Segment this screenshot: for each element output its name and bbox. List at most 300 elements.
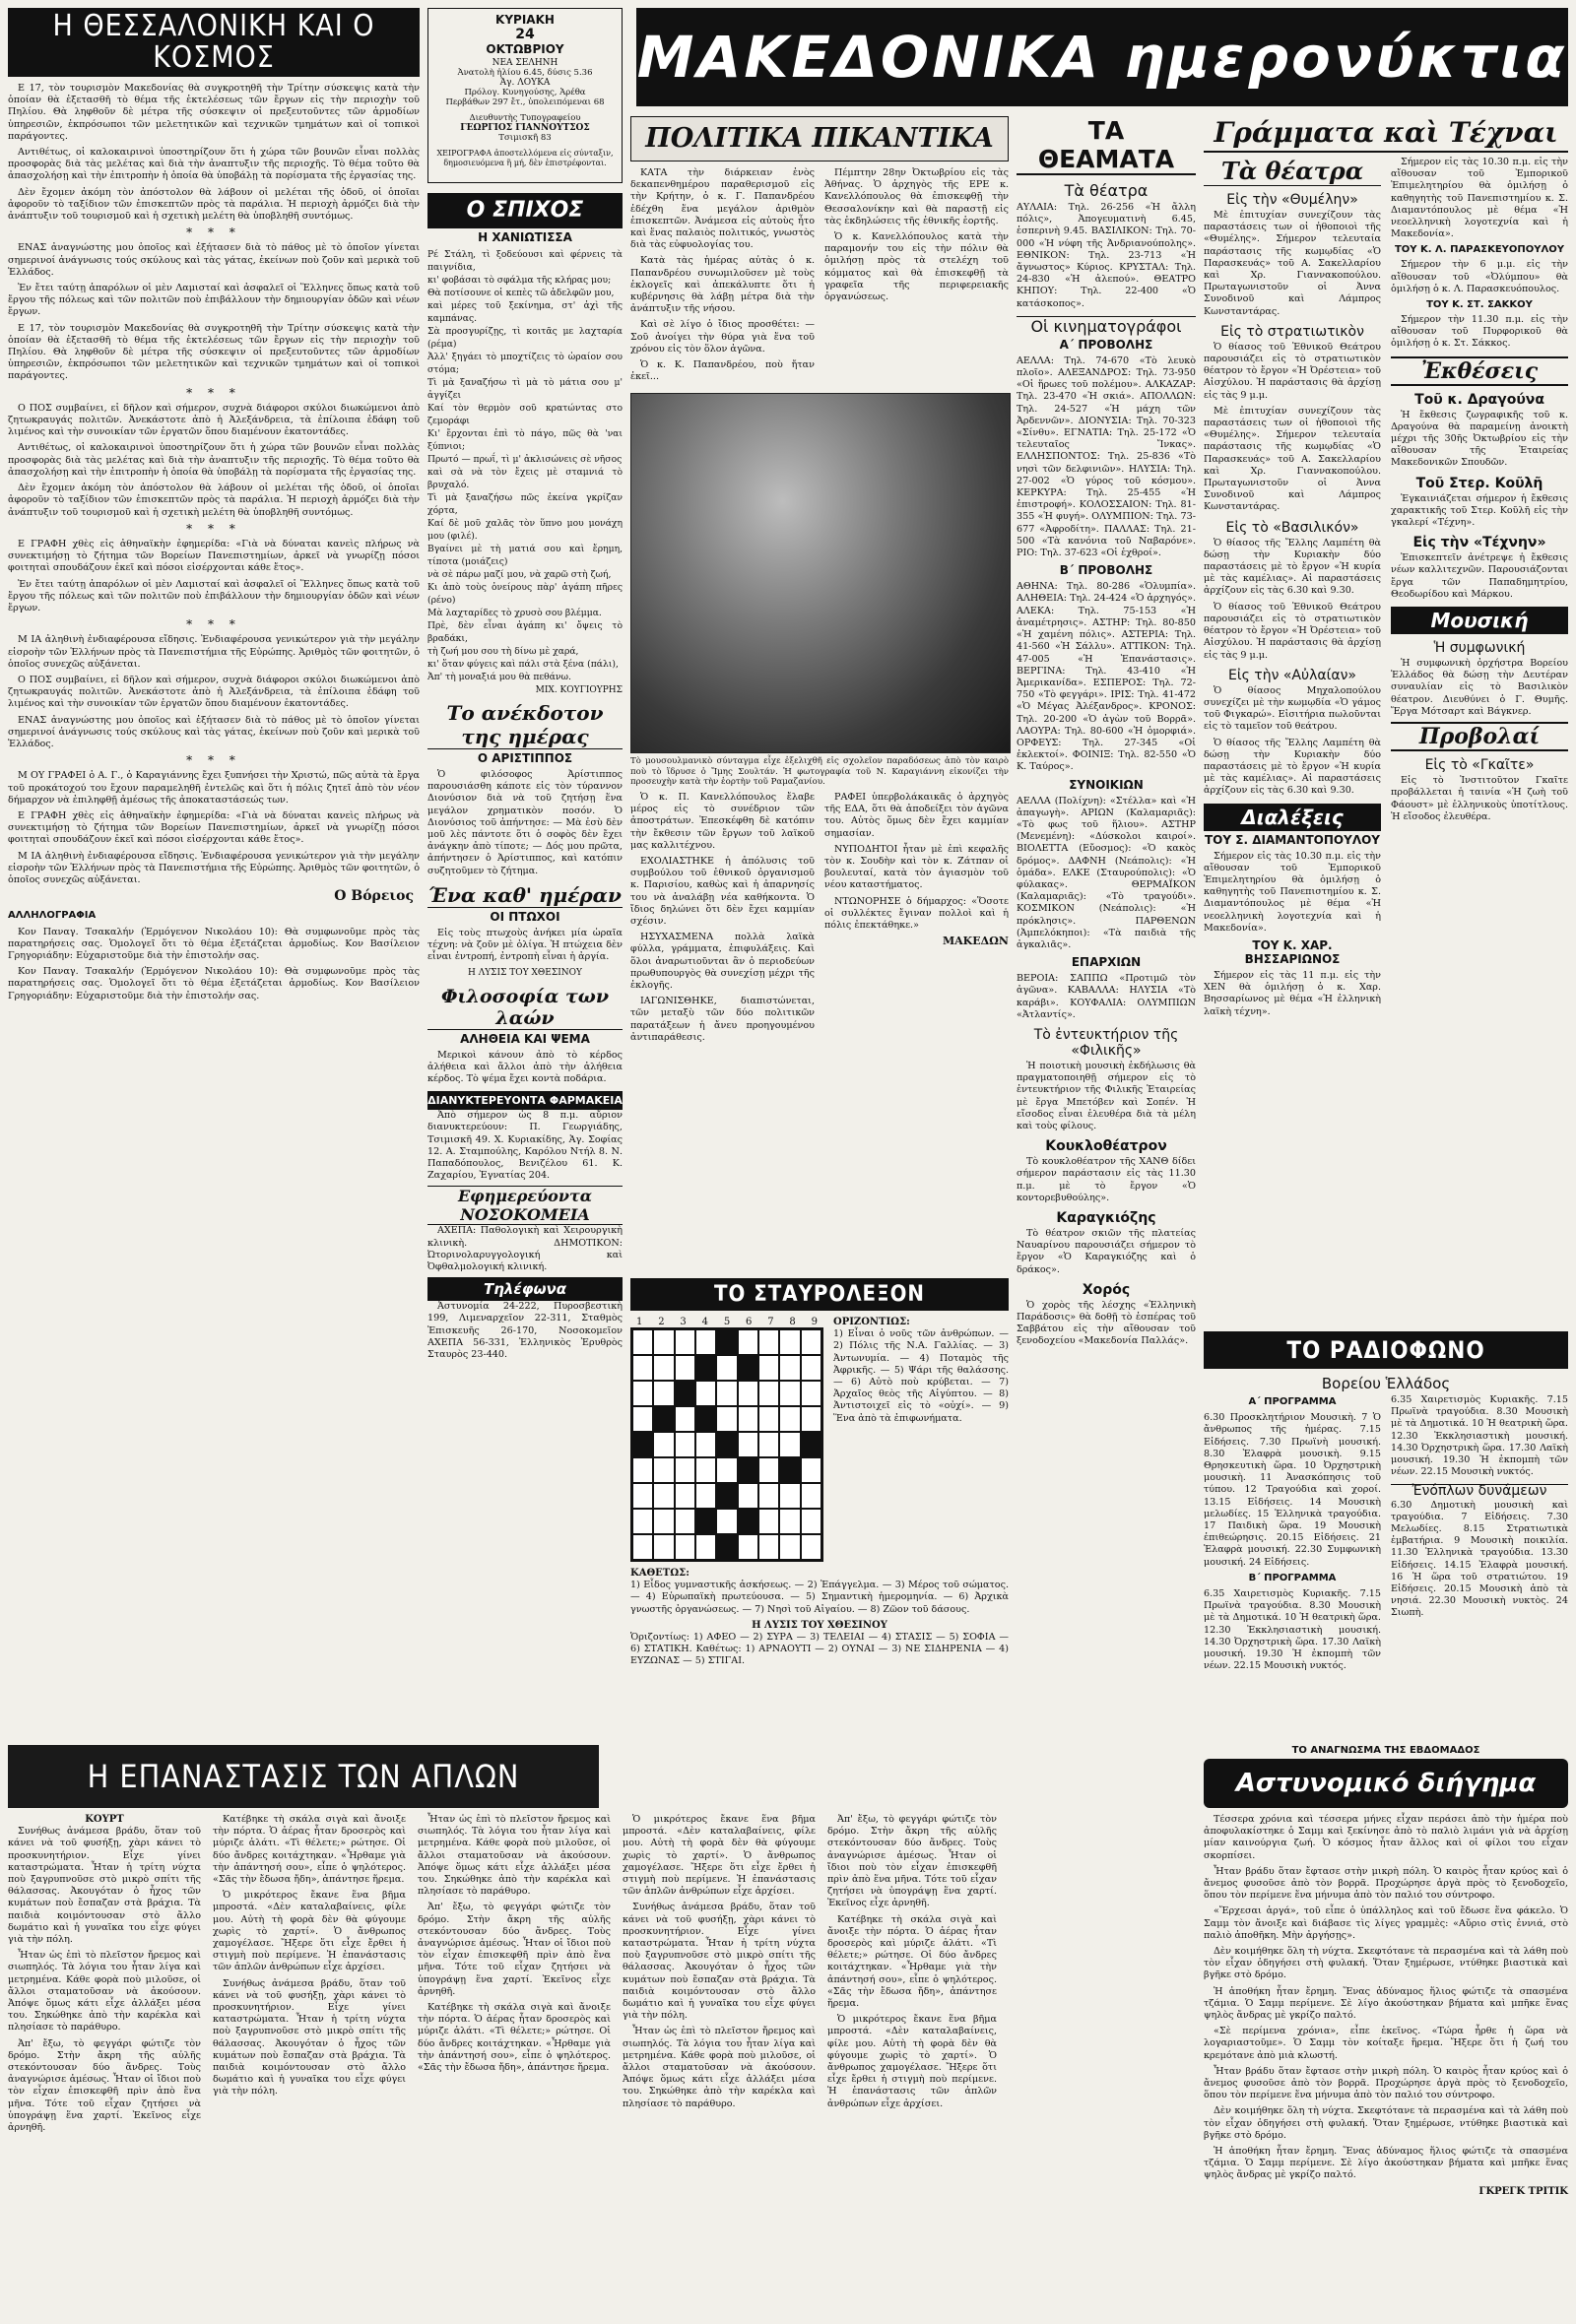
fiction-paragraph: «Ἔρχεσαι ἀργά», τοῦ εἶπε ὁ ὑπάλληλος καὶ τοῦ ἔδωσε ἕνα φάκελο. Ὁ Σαμμ τὸν ἄνοιξε καὶ διάβασε τὶς λίγες γραμμὲς: «Αὔριο στὶς ἐννιά, στὸ παλιὸ ἀποθῆκη. Μὴν ἀργήσῃς». (1204, 1905, 1568, 1941)
article-paragraph: Ε ΓΡΑΦΗ χθὲς εἰς ἀθηναϊκὴν ἐφημερίδα: «Γιὰ νὰ δύναται κανεὶς πλήρως νὰ συνεκτιμήσῃ τὸ ζήτημα τῶν Βορείων Πανεπιστημίων, ἀρκεῖ νὰ γνωρίζῃ πόσοι φοιτηταὶ σπουδάζουν ἐκεῖ καὶ πόσοι εἰσέρχονται κάθε ἔτος». (8, 538, 420, 574)
crossword-cell (695, 1381, 716, 1406)
crossword-cell (675, 1355, 695, 1381)
crossword-cell (653, 1534, 674, 1560)
crossword-cell (779, 1509, 800, 1534)
dance-heading: Χορός (1082, 1281, 1131, 1298)
music-text: Ἡ συμφωνικὴ ὀρχήστρα Βορείου Ἑλλάδος θὰ δώσῃ τὴν Δευτέραν συναυλίαν εἰς τὸ Βασιλικὸν θέατρον. Διευθύνει ὁ Γ. Θυμῆς. Ἔργα Μότσαρτ καὶ Βάγκνερ. (1391, 658, 1568, 717)
printer-label: Διευθυντὴς Τυπογραφείου (469, 113, 581, 123)
crossword-cell (779, 1432, 800, 1457)
separator-stars: * * * (186, 385, 241, 400)
crossword-cell (675, 1381, 695, 1406)
expo-techni-text: Ἐπισκεπτεῖν ἀνέτρεψε ἡ ἔκθεσις νέων καλλιτεχνῶν. Παρουσιάζονται ἔργα τῶν Παπαδημητρίου, Θεοδωρίδου καὶ Μάρκου. (1391, 552, 1568, 600)
puppet-heading: Κουκλοθέατρον (1045, 1138, 1167, 1155)
fiction-paragraph: Ἡ ἀποθήκη ἦταν ἔρημη. Ἕνας ἀδύναμος ἥλιος φώτιζε τὰ σπασμένα τζάμια. Ὁ Σαμμ περίμενε. Σὲ λίγο ἀκούστηκαν βήματα καὶ μπῆκε ἕνας ψηλὸς ἄνδρας μὲ γκρίζο παλτό. (1204, 2146, 1568, 2181)
projections-body (1391, 775, 1568, 823)
projections-text: Εἰς τὸ Ἰνστιτοῦτον Γκαῖτε προβάλλεται ἡ ταινία «Ἡ ζωὴ τοῦ Φάουστ» μὲ ἑλληνικοὺς ὑποτίτλους. Ἡ εἴσοδος ἐλευθέρα. (1391, 775, 1568, 822)
crossword-cell (779, 1355, 800, 1381)
music-header: Μουσική (1391, 607, 1568, 634)
separator-stars: * * * (186, 617, 241, 632)
politika-paragraph: ΗΣΥΧΑΣΜΕΝΑ πολλὰ λαϊκὰ φύλλα, γράμματα, ἐπιφυλάξεις. Καὶ ὅλοι ἀναρωτιοῦνται ἂν ὁ περιοδεύων πρωθυπουργὸς θὰ συνεχίσῃ μέχρι τῆς ἐκλογῆς. (630, 932, 815, 991)
neighborhood-heading: ΣΥΝΟΙΚΙΩΝ (1069, 777, 1144, 792)
puppet-body (1017, 1156, 1196, 1204)
crossword-cell (675, 1509, 695, 1534)
crossword-cell (632, 1534, 653, 1560)
first-run-heading: Α΄ ΠΡΟΒΟΛΗΣ (1059, 337, 1153, 352)
story-col-4 (623, 1814, 816, 2138)
hospitals-header: Εφημερεύοντα ΝΟΣΟΚΟΜΕΙΑ (427, 1186, 623, 1225)
article-paragraph: Ἐν ἔτει ταύτῃ ἀπαρόλων οἱ μὲν Λαμισταί καὶ ἀσφαλεῖ οἱ Ἕλληνες ὅπως κατὰ τοῦ ἔργου τῆς πόλεως καὶ τῶν πολιτῶν ποὺ ἐπιβάλλουν τὴν δημιουργίαν ὁδῶν καὶ νέων ἔργων. (8, 283, 420, 318)
expo-dragouna-body (1391, 410, 1568, 470)
hospitals-body (427, 1225, 623, 1273)
truth-body (427, 1050, 623, 1086)
story-paragraph: Ἀπ' ἔξω, τὸ φεγγάρι φώτιζε τὸν δρόμο. Στὴν ἄκρη τῆς αὐλῆς στεκόντουσαν δύο ἄνδρες. Τοὺς ἀναγνώρισε ἀμέσως. Ἦταν οἱ ἴδιοι ποὺ τὸν εἶχαν ἐπισκεφθῆ πρὶν ἀπὸ ἕνα μῆνα. Τότε τοῦ εἶχαν ζητήσει νὰ ὑπογράψῃ ἕνα χαρτί. Ἐκεῖνος εἶχε ἀρνηθῆ. (827, 1814, 997, 1909)
story-col-3 (418, 1814, 611, 2138)
fiction-block (1204, 1745, 1568, 2316)
crossword-cell (675, 1432, 695, 1457)
music-subheading: Ἡ συμφωνική (1433, 640, 1526, 657)
lecture-speaker-2: ΤΟΥ Κ. ΧΑΡ. ΒΗΣΣΑΡΙΩΝΟΣ (1244, 937, 1341, 966)
aulaia-body (1204, 685, 1381, 798)
pharmacies-text: Ἀπὸ σήμερον ὡς 8 π.μ. αὔριον διανυκτερεύουν: Π. Γεωργιάδης, Τσιμισκῆ 49. Χ. Κυριακίδης, Ἁγ. Σοφίας 12. Α. Σταμπούλης, Καρόλου Ντήλ 8. Ν. Παπαδόπουλος, Βενιζέλου 61. Κ. Ζαχαρίου, Ἐγνατίας 204. (427, 1110, 623, 1182)
theatres-heading: Τὰ θέατρα (1064, 181, 1149, 200)
story-paragraph: Κατέβηκε τὴ σκάλα σιγὰ καὶ ἄνοιξε τὴν πόρτα. Ὁ ἀέρας ἦταν δροσερὸς καὶ μύριζε ἁλάτι. «Τὶ θέλετε;» ρώτησε. Οἱ δύο ἄνδρες κοιτάχτηκαν. «Ἦρθαμε γιὰ τὴν ἀπάντησή σου», εἶπε ὁ ψηλότερος. «Σᾶς τὴν ἔδωσα ἤδη», ἀπάντησε ἥρεμα. (213, 1814, 406, 1886)
lecture-text: Σήμερον εἰς τὰς 10.30 π.μ. εἰς τὴν αἴθουσαν τοῦ Ἐμπορικοῦ Ἐπιμελητηρίου θὰ ὁμιλήσῃ ὁ καθηγητὴς τοῦ Πανεπιστημίου κ. Σ. Διαμαντόπουλος μὲ θέμα «Ἡ νεοελληνικὴ λογοτεχνία καὶ ἡ Μακεδονία». (1204, 850, 1381, 934)
letters-left (1204, 157, 1381, 1022)
music-body (1391, 658, 1568, 718)
expo-techni-body (1391, 552, 1568, 601)
letters-intro-text: Σήμερον εἰς τὰς 10.30 π.μ. εἰς τὴν αἴθουσαν τοῦ Ἐμπορικοῦ Ἐπιμελητηρίου θὰ ὁμιλήσῃ ὁ καθηγητὴς τοῦ Πανεπιστημίου κ. Σ. Διαμαντόπουλος μὲ θέμα «Ἡ νεοελληνικὴ λογοτεχνία καὶ ἡ Μακεδονία». (1391, 157, 1568, 240)
story-paragraph: Κατέβηκε τὴ σκάλα σιγὰ καὶ ἄνοιξε τὴν πόρτα. Ὁ ἀέρας ἦταν δροσερὸς καὶ μύριζε ἁλάτι. «Τὶ θέλετε;» ρώτησε. Οἱ δύο ἄνδρες κοιτάχτηκαν. «Ἦρθαμε γιὰ τὴν ἀπάντησή σου», εἶπε ὁ ψηλότερος. «Σᾶς τὴν ἔδωσα ἤδη», ἀπάντησε ἥρεμα. (418, 2002, 611, 2074)
crossword-cell (632, 1432, 653, 1457)
crossword-cell (758, 1329, 779, 1355)
story-paragraph: Συνήθως ἀνάμεσα βράδυ, ὅταν τοῦ κάνει νὰ τοῦ φυσήξῃ, χὰρι κάνει τὸ προσκυνητήριον. Εἶχε γίνει καταστρώματα. Ἦταν ἡ τρίτη νύχτα ποὺ ξαγρυπνοῦσε στὸ μικρὸ σπίτι τῆς θάλασσας. Ἀκουγόταν ὁ ἦχος τῶν κυμάτων ποὺ ἔσπαζαν στὰ βράχια. Τὰ παιδιὰ κοιμόντουσαν στὸ ἄλλο δωμάτιο καὶ ἡ γυναῖκα του εἶχε φύγει γιὰ τὴν πόλη. (8, 1826, 201, 1946)
poem-title: Η ΧΑΝΙΩΤΙΣΣΑ (478, 230, 572, 244)
daily-text: Εἰς τοὺς πτωχοὺς ἀνήκει μία ὡραῖα τέχνη: νὰ ζοῦν μὲ ὀλίγα. Ἡ πτώχεια δὲν εἶναι ἐντροπή, ἐντροπὴ εἶναι ἡ ἀργία. (427, 927, 623, 963)
expo-koulis-body (1391, 493, 1568, 530)
fiction-body (1204, 1814, 1568, 2198)
second-run-text: ΑΘΗΝΑ: Τηλ. 80-286 «Ὁλυμπία». ΑΛΗΘΕΙΑ: Τηλ. 24-424 «Ὁ ἀρχηγός». ΑΛΕΚΑ: Τηλ. 75-153 «Ἡ ἀναμέτρησις». ΑΣΤΗΡ: Τηλ. 80-850 «Ἡ χαμένη πόλις». ΑΣΤΕΡΙΑ: Τηλ. 41-560 «Ἡ Σάλλυ». ΑΤΤΙΚΟΝ: Τηλ. 47-005 «Ἡ Ἐπανάστασις». ΒΕΡΓΙΝΑ: Τηλ. 43-410 «Ἡ Ἀμερικανίδα». ΕΣΠΕΡΟΣ: Τηλ. 72-750 «Τὸ φεγγάρι». ΙΡΙΣ: Τηλ. 41-472 «Ὁ Μέγας Ἀλέξανδρος». ΚΡΟΝΟΣ: Τηλ. 20-200 «Ὁ ἀγὼν τοῦ Βορρᾶ». ΛΑΟΥΡΑ: Τηλ. 80-600 «Ἡ ὀμορφιά». ΟΡΦΕΥΣ: Τηλ. 27-345 «Οἱ ἐκλεκτοί». ΦΟΙΝΙΞ: Τηλ. 82-550 «Ὁ Κ. Ταύρος». (1017, 581, 1196, 773)
crossword-cell (738, 1534, 758, 1560)
crossword-cell (675, 1457, 695, 1483)
politika-lower-left (630, 792, 815, 1048)
solution-heading: Η ΛΥΣΙΣ ΤΟΥ ΧΘΕΣΙΝΟΥ (752, 1619, 887, 1631)
letters-header: Γράμματα καὶ Τέχναι (1204, 116, 1568, 153)
across-clues: 1) Εἶναι ὁ νοῦς τῶν ἀνθρώπων. — 2) Πόλις τῆς Ν.Α. Γαλλίας. — 3) Ἀντωνυμία. — 4) Ποταμὸς τῆς Ἀφρικῆς. — 5) Ψάρι τῆς θαλάσσης. — 6) Αὐτὸ ποὺ κρύβεται. — 7) Ἀρχαῖος θεὸς τῆς Αἰγύπτου. — 8) Ἀντιστοιχεῖ εἰς τὸ «οὐχί». — 9) Ἕνα ἀπὸ τὰ ἐπιφωνήματα. (833, 1328, 1009, 1424)
crossword-cell (779, 1534, 800, 1560)
manuscript-notice: ΧΕΙΡΟΓΡΑΦΑ ἀποστελλόμενα εἰς σύνταξιν, δημοσιευόμενα ἢ μή, δὲν ἐπιστρέφονται. (436, 149, 614, 167)
sun-times: Ἀνατολὴ ἡλίου 6.45, δύσις 5.36 (457, 68, 593, 78)
politika-paragraph: ΝΥΠΟΔΗΤΟΙ ἦταν μὲ ἐπὶ κεφαλῆς τὸν κ. Σουδὴν καὶ τὸν κ. Ζάτπαν οἱ βουλευταί, κατὰ τὸν ἁγιασμὸν τοῦ νέου καταστήματος. (824, 843, 1009, 891)
column-center-left (427, 193, 623, 1361)
politika-paragraph: ΙΑΓΩΝΙΣΘΗΚΕ, διαπιστώνεται, τῶν μεταξὺ τῶν δύο πολιτικῶν παρατάξεων ἡ ἄνευ προηγουμένου ἀντιπαράθεσις. (630, 996, 815, 1043)
neighborhood-list (1017, 796, 1196, 952)
poem-line: τὴ ζωή μου σου τὴ δίνω μὲ χαρά, (427, 646, 579, 657)
hospitals-text: ΑΧΕΠΑ: Παθολογικὴ καὶ Χειρουργικὴ κλινικὴ. ΔΗΜΟΤΙΚΟΝ: Ὠτορινολαρυγγολογική καὶ Ὀφθαλμολογική κλινική. (427, 1225, 623, 1273)
crossword-cell (653, 1329, 674, 1355)
separator-stars: * * * (186, 521, 241, 536)
photo-caption (630, 756, 1009, 788)
story-col-2 (213, 1814, 406, 2138)
crossword-header: ΤΟ ΣΤΑΥΡΟΛΕΞΟΝ (630, 1278, 1009, 1311)
article-paragraph: Αντιθέτως, οἱ καλοκαιρινοὶ ὑποστηρίζουν ὅτι ἡ χώρα τῶν βουνῶν εἶναι πολλὰς προσφορὰς διὰ τὰς μελέτας καὶ διὰ τὴν ἀναπτυξιν τῆς περιοχῆς. Τὸ θέμα τοῦτο θὰ ἀπασχολήσῃ καὶ τὴν ἐπιτροπὴν ἡ ὁποία θὰ ὑποβάλῃ τὰ πορίσματα τῆς ἐργασίας της. (8, 442, 420, 478)
army-theatre-text: Ὁ θίασος τοῦ Ἐθνικοῦ Θεάτρου παρουσιάζει εἰς τὸ στρατιωτικὸν θέατρον τὸ ἔργον «Ἡ Ὀρέστεια» τοῦ Αἰσχύλου. Ἡ παράστασις θὰ ἀρχίσῃ εἰς τὰς 9 μ.μ. (1204, 341, 1381, 401)
saint-of-day: Ἁγ. ΛΟΥΚΑ (499, 78, 551, 88)
thymelion-body (1204, 210, 1381, 318)
crossword-cell (675, 1534, 695, 1560)
poem-signature: ΜΙΧ. ΚΟΥΓΙΟΥΡΗΣ (535, 685, 623, 695)
provinces-heading: ΕΠΑΡΧΙΩΝ (1071, 955, 1142, 970)
article-paragraph: Δὲν ἔχομεν ἀκόμη τὸν ἀπόστολον θὰ λάβουν οἱ μελέται τῆς ὁδοῦ, οἱ ὁποῖαι ἀφοροῦν τὸ ταξίδιον τῶν ἐπισκεπτῶν πρὸς τὰ παράλια. Ἡ περιοχὴ ἀρμόζει διὰ τὴν ἀνάπτυξιν τοῦ τουρισμοῦ καὶ ἡ σχετικὴ μελέτη θὰ ὑποβληθῆ συντόμως. (8, 186, 420, 223)
article-paragraph: Αντιθέτως, οἱ καλοκαιρινοὶ ὑποστηρίζουν ὅτι ἡ χώρα τῶν βουνῶν εἶναι πολλὰς προσφορὰς διὰ τὰς μελέτας καὶ διὰ τὴν ἀναπτυξιν τῆς περιοχῆς. Τὸ θέμα τοῦτο θὰ ἀπασχολήσῃ καὶ τὴν ἐπιτροπὴν ἡ ὁποία θὰ ὑποβάλῃ τὰ πορίσματα τῆς ἐργασίας της. (8, 147, 420, 182)
date-month: ΟΚΤΩΒΡΙΟΥ (486, 42, 564, 56)
poem-line: κι' φοβάσαι τὸ σφάλμα τῆς κλήρας μου; (427, 275, 612, 286)
provinces-list (1017, 973, 1196, 1021)
crossword-cell (801, 1406, 821, 1432)
crossword-cell (801, 1381, 821, 1406)
column-thessaloniki (8, 8, 420, 1736)
radio-left (1204, 1394, 1381, 1676)
program-b-text: 6.35 Χαιρετισμὸς Κυριακῆς. 7.15 Πρωϊνὰ τραγούδια. 8.30 Μουσικὴ μὲ τὰ Δημοτικά. 10 Ἡ θεατρικὴ ὥρα. 12.30 Ἐκκλησιαστικὴ μουσική. 14.30 Ὀρχηστρικὴ ὥρα. 17.30 Λαϊκὴ μουσική. 19.30 Ἡ ἐκπομπὴ τῶν νέων. 22.15 Μουσικὴ νυκτός. (1204, 1588, 1381, 1672)
politika-paragraph: Πέμπτην 28ην Ὀκτωβρίου εἰς τὰς Ἀθήνας. Ὁ ἀρχηγὸς τῆς ΕΡΕ κ. Κανελλόπουλος θὰ ἐπισκεφθῇ τὴν Θεσσαλονίκην καὶ θὰ παραστῇ εἰς τὰς ἐκδηλώσεις τῆς ἐθνικῆς ἑορτῆς. (824, 167, 1009, 226)
truth-header: Φιλοσοφία των λαών (427, 986, 623, 1030)
thessaloniki-body (8, 83, 420, 1002)
cinemas-heading: Οἱ κινηματογράφοι (1017, 316, 1196, 336)
paraskevopoulos-heading: ΤΟΥ Κ. Λ. ΠΑΡΑΣΚΕΥΟΠΟΥΛΟΥ (1394, 244, 1565, 256)
vasilikon-heading: Εἰς τὸ «Βασιλικόν» (1225, 519, 1359, 536)
down-clues: 1) Εἶδος γυμναστικῆς ἀσκήσεως. — 2) Ἐπάγγελμα. — 3) Μέρος τοῦ σώματος. — 4) Εὐρωπαϊκὴ πρωτεύουσα. — 5) Σημαντικὴ ἡμερομηνία. — 6) Ἀρχικὰ γνωστῆς ὀργανώσεως. — 7) Νησὶ τοῦ Αἰγαίου. — 8) Ζῶον τοῦ δάσους. (630, 1580, 1009, 1615)
poem-body (427, 248, 623, 683)
program-b-heading: Β΄ ΠΡΟΓΡΑΜΜΑ (1248, 1572, 1337, 1583)
story-col-5 (827, 1814, 997, 2138)
crossword-cell (738, 1381, 758, 1406)
date-box (427, 8, 623, 183)
anecdote-header: Το ανέκδοτον της ημέρας (427, 701, 623, 749)
lecture-text-2: Σήμερον εἰς τὰς 11 π.μ. εἰς τὴν ΧΕΝ θὰ ὁμιλήσῃ ὁ κ. Χαρ. Βησσαρίωνος μὲ θέμα «Ἡ ἐλληνικὴ λαϊκὴ τέχνη». (1204, 969, 1381, 1017)
program-a-continued: 6.35 Χαιρετισμὸς Κυριακῆς. 7.15 Πρωϊνὰ τραγούδια. 8.30 Μουσικὴ μὲ τὰ Δημοτικά. 10 Ἡ θεατρικὴ ὥρα. 12.30 Ἐκκλησιαστικὴ μουσική. 14.30 Ὀρχηστρικὴ ὥρα. 17.30 Λαϊκὴ μουσική. 19.30 Ἡ ἐκπομπὴ τῶν νέων. 22.15 Μουσικὴ νυκτός. (1391, 1394, 1568, 1478)
crossword-cell (632, 1381, 653, 1406)
fiction-paragraph: Δὲν κοιμήθηκε ὅλη τὴ νύχτα. Σκεφτότανε τὰ περασμένα καὶ τὰ λάθη ποὺ τὸν εἶχαν ὁδηγήσει στὴ φυλακή. Ὅταν ξημέρωσε, ντύθηκε βιαστικὰ καὶ βγῆκε στὸ δρόμο. (1204, 2105, 1568, 2141)
filiki-heading: Τὸ ἐντευκτήριον τῆς «Φιλικῆς» (1033, 1026, 1179, 1059)
column-signature: Ο Βόρειος (334, 888, 414, 905)
aulaia-text: Ὁ θίασος Μηχαλοπούλου συνεχίζει μὲ τὴν κωμῳδία «Ὁ γάμος τοῦ Φιγκαρώ». Εἰσιτήρια πωλοῦνται εἰς τὸ ταμεῖον τοῦ θεάτρου. (1204, 684, 1381, 733)
daily-title: ΟΙ ΠΤΩΧΟΙ (490, 909, 560, 924)
crossword-cell (653, 1406, 674, 1432)
program-a-text: 6.30 Προσκλητήριον Μουσικὴ. 7 Ὁ ἄνθρωπος τῆς ἡμέρας. 7.15 Εἰδήσεις. 7.30 Πρωϊνὴ μουσική. 8.30 Ἐλαφρὰ μουσικὴ. 9.15 Θρησκευτικὴ ὥρα. 10 Ὀρχηστρικὴ μουσικὴ. 11 Ἀνασκόπησις τοῦ τύπου. 12 Τραγούδια καὶ χοροί. 13.15 Εἰδήσεις. 14 Μουσικὴ μελωδίες. 15 Ἑλληνικὰ τραγούδια. 17 Παιδικὴ ὥρα. 19 Μουσικὴ ἐπιθεώρησις. 20.15 Εἰδήσεις. 21 Ἐλαφρὰ μουσική. 22.30 Συμφωνικὴ μουσική. 24 Εἰδήσεις. (1204, 1412, 1381, 1568)
crossword-cell (801, 1509, 821, 1534)
letters-theatre-heading: Τὰ θέατρα (1204, 157, 1381, 186)
army-theatre-body (1204, 342, 1381, 514)
mail-text: Κον Παναγ. Τσακαλήν (Ἐρμόγενον Νικολάου 10): Θὰ συμφωνοῦμε πρὸς τὰς παρατηρήσεις σας. Ὁμολογεῖ ὅτι τὸ θέμα ἐξετάζεται ἀρμοδίως. Κον Βασίλειον Γρηγοριάδην: Εὐχαριστοῦμε διὰ τὴν ἐπιστολήν σας. (8, 926, 420, 961)
politika-paragraph: Ὁ κ. Κανελλόπουλος κατὰ τὴν παραμονήν του εἰς τὴν πόλιν θὰ ὁμιλήσῃ πρὸς τὰ στελέχη τοῦ κόμματος καὶ θὰ ἐπισκεφθῇ τὰ γραφεῖα τῆς περιφερειακῆς ὀργανώσεως. (824, 231, 1009, 303)
story-header (8, 1745, 599, 1808)
fiction-kicker: ΤΟ ΑΝΑΓΝΩΣΜΑ ΤΗΣ ΕΒΔΟΜΑΔΟΣ (1291, 1745, 1480, 1756)
filiki-body (1017, 1061, 1196, 1132)
crossword-cell (695, 1509, 716, 1534)
poem-line: Σὰ προσγυρίζῃς, τὶ κοιτᾶς με λαχταρία (ρέμα) (427, 326, 623, 350)
lecture-body (1204, 851, 1381, 935)
crossword-cell (716, 1534, 737, 1560)
crossword-cell (695, 1406, 716, 1432)
column-politika (630, 116, 1009, 1270)
article-paragraph: Δὲν ἔχομεν ἀκόμη τὸν ἀπόστολον θὰ λάβουν οἱ μελέται τῆς ὁδοῦ, οἱ ὁποῖαι ἀφοροῦν τὸ ταξίδιον τῶν ἐπισκεπτῶν πρὸς τὰ παράλια. Ἡ περιοχὴ ἀρμόζει διὰ τὴν ἀνάπτυξιν τοῦ τουρισμοῦ καὶ ἡ σχετικὴ μελέτη θὰ ὑποβληθῆ συντόμως. (8, 483, 420, 518)
column-theamata (1017, 116, 1196, 2316)
politika-signature: ΜΑΚΕΔΩΝ (942, 935, 1009, 948)
grid-number: 4 (701, 1317, 708, 1327)
fiction-paragraph: Δὲν κοιμήθηκε ὅλη τὴ νύχτα. Σκεφτότανε τὰ περασμένα καὶ τὰ λάθη ποὺ τὸν εἶχαν ὁδηγήσει στὴ φυλακή. Ὅταν ξημέρωσε, ντύθηκε βιαστικὰ καὶ βγῆκε στὸ δρόμο. (1204, 1946, 1568, 1981)
poem-line: Θὰ ποτίσουνε οἱ κεπὲς τῶ ἀδελφῶν μου, (427, 288, 615, 298)
crossword-cell (716, 1432, 737, 1457)
politika-paragraph: Ὁ κ. Κ. Παπανδρέου, ποὺ ἤταν ἐκεῖ... (630, 359, 815, 383)
article-paragraph: ΕΝΑΣ ἀναγνώστης μου ὁποῖος καὶ ἐξήτασεν διὰ τὸ πάθος μὲ τὸ ὁποῖον γίνεται σημερινοί ἀνάγνωσις τούς σκύλους καὶ τὰς γάτας, ἐκείνων ποὺ ζοῦν καὶ μερικὰ τοῦ Ἑλλάδος. (8, 714, 420, 749)
poem-line: Κι' ἔρχονται ἐπὶ τὸ πάγο, πῶς θὰ 'ναι ξύπνιοι; (427, 428, 623, 452)
fiction-header: Αστυνομικό διήγημα (1204, 1759, 1568, 1808)
poem-line: καὶ μέρες τοῦ ξεκίνημα, στ' ἀχὶ τῆς καμπάνας. (427, 300, 623, 324)
crossword-cell (653, 1432, 674, 1457)
aulaia-heading: Εἰς τὴν «Αὐλαίαν» (1228, 667, 1356, 683)
crossword-cell (738, 1509, 758, 1534)
mail-text: Κον Παναγ. Τσακαλήν (Ἐρμόγενον Νικολάου 10): Θὰ συμφωνοῦμε πρὸς τὰς παρατηρήσεις σας. Ὁμολογεῖ ὅτι τὸ θέμα ἐξετάζεται ἀρμοδίως. Κον Βασίλειον Γρηγοριάδην: Εὐχαριστοῦμε διὰ τὴν ἐπιστολήν σας. (8, 966, 420, 1001)
theatres-list (1017, 202, 1196, 310)
dance-body (1017, 1300, 1196, 1348)
article-paragraph: Μ ΟΥ ΓΡΑΦΕΙ ὁ Α. Γ., ὁ Καραγιάννης ἔχει ξυπνήσει τὴν Χριστώ, πῶς αὐτὰ τὰ ἔργα τοῦ προκάτοχού του ἔχουν παραμεληθῆ ἐντελῶς καὶ ὅτι ἡ πόλις ζητεῖ ἀπὸ τὸν νέον δήμαρχον νὰ ἐπιληφθῇ ἀμέσως τῆς ἀποκαταστάσεώς των. (8, 770, 420, 806)
poem-line: Καί τὸν θερμὸν σοῦ κρατώντας στο ζεμοράφι (427, 403, 623, 426)
crossword-cell (695, 1329, 716, 1355)
projections-header: Προβολαί (1391, 722, 1568, 751)
grid-number: 2 (658, 1317, 665, 1327)
sakkos-heading: ΤΟΥ Κ. ΣΤ. ΣΑΚΚΟΥ (1426, 299, 1533, 311)
story-paragraph: Συνήθως ἀνάμεσα βράδυ, ὅταν τοῦ κάνει νὰ τοῦ φυσήξῃ, χὰρι κάνει τὸ προσκυνητήριον. Εἶχε γίνει καταστρώματα. Ἦταν ἡ τρίτη νύχτα ποὺ ξαγρυπνοῦσε στὸ μικρὸ σπίτι τῆς θάλασσας. Ἀκουγόταν ὁ ἦχος τῶν κυμάτων ποὺ ἔσπαζαν στὰ βράχια. Τὰ παιδιὰ κοιμόντουσαν στὸ ἄλλο δωμάτιο καὶ ἡ γυναῖκα του εἶχε φύγει γιὰ τὴν πόλη. (213, 1977, 406, 2098)
grid-number: 3 (680, 1317, 687, 1327)
caption-text: Τὸ μουσουλμανικὸ σύνταγμα εἶχε ἐξελιχθῆ εἰς σχολεῖον παραδόσεως ἀπὸ τὸν καιρὸ ποὺ τὸ ἵδρυσε ὁ Ἴμης Σουλτάν. Ἡ φωτογραφία τοῦ Ν. Καραγιάννη εἰκονίζει τὴν προσευχὴν κατὰ τὴν ἑορτὴν τοῦ Ραμαζανίου. (630, 756, 1009, 788)
crossword-grid-area (630, 1317, 823, 1562)
dance-text: Ὁ χορὸς τῆς λέσχης «Ἑλληνικὴ Παράδοσις» θὰ δοθῇ τὸ ἑσπέρας τοῦ Σαββάτου εἰς τὴν αἴθουσαν τοῦ ξενοδοχείου «Μακεδονία Παλλάς». (1017, 1299, 1196, 1347)
fiction-signature: ΓΚΡΕΓΚ ΤΡΙΤΙΚ (1478, 2185, 1568, 2197)
poem-line: Πρωτό — πρωΐ, τὶ μ' ἀκλισώνεις σὲ νῆσος (427, 454, 623, 465)
politika-left (630, 167, 815, 387)
separator-stars: * * * (186, 753, 241, 768)
poem-line: Κι ἀπὸ τοὺς ὀνείρους πὰρ' ἀγάπη πῆρες (ρένο) (427, 582, 623, 606)
politika-right (824, 167, 1009, 387)
crossword-cell (779, 1406, 800, 1432)
projections-subheading: Εἰς τὸ «Γκαῖτε» (1424, 757, 1535, 774)
poem-line: Τὶ μὰ ξαναζήσω τὶ μὰ τὸ μάτια σου μ' ἀγγίζει (427, 377, 623, 401)
crossword-cell (695, 1432, 716, 1457)
first-run-list (1017, 355, 1196, 559)
expo-dragouna-heading: Τοῦ κ. Δραγούνα (1414, 391, 1544, 408)
column-letters-arts (1204, 116, 1568, 1320)
fiction-paragraph: «Σὲ περίμενα χρόνια», εἶπε ἐκεῖνος. «Τώρα ἦρθε ἡ ὥρα νὰ λογαριαστοῦμε». Ὁ Σαμμ τὸν κοίταξε ἥρεμα. Ἤξερε ὅτι ἡ ζωή του κρεμότανε ἀπὸ μιὰ κλωστή. (1204, 2026, 1568, 2061)
story-header-text: Η ΕΠΑΝΑΣΤΑΣΙΣ ΤΩΝ ΑΠΛΩΝ (87, 1758, 520, 1795)
paraskevopoulos-text: Σήμερον τὴν 6 μ.μ. εἰς τὴν αἴθουσαν τοῦ «Ὀλύμπου» θὰ ὁμιλήσῃ ὁ κ. Λ. Παρασκευόπουλος. (1391, 259, 1568, 294)
crossword-cell (738, 1355, 758, 1381)
karagiozis-body (1017, 1228, 1196, 1276)
crossword-cell (632, 1483, 653, 1509)
story-paragraph: Κατέβηκε τὴ σκάλα σιγὰ καὶ ἄνοιξε τὴν πόρτα. Ὁ ἀέρας ἦταν δροσερὸς καὶ μύριζε ἁλάτι. «Τὶ θέλετε;» ρώτησε. Οἱ δύο ἄνδρες κοιτάχτηκαν. «Ἦρθαμε γιὰ τὴν ἀπάντησή σου», εἶπε ὁ ψηλότερος. «Σᾶς τὴν ἔδωσα ἤδη», ἀπάντησε ἥρεμα. (827, 1913, 997, 2010)
crossword-cell (653, 1381, 674, 1406)
crossword-cell (779, 1483, 800, 1509)
crossword-cell (801, 1432, 821, 1457)
story-paragraph: Ὁ μικρότερος ἔκανε ἕνα βῆμα μπροστά. «Δὲν καταλαβαίνεις, φίλε μου. Αὐτὴ τὴ φορὰ δὲν θὰ φύγουμε χωρὶς τὸ χαρτί». Ὁ ἄνθρωπος χαμογέλασε. Ἤξερε ὅτι εἶχε ἔρθει ἡ στιγμὴ ποὺ περίμενε. Ἡ ἐπανάστασις τῶν ἁπλῶν ἀνθρώπων εἶχε ἀρχίσει. (213, 1890, 406, 1973)
pharmacies-body (427, 1110, 623, 1182)
politika-paragraph: ΝΤΩΝΟΡΗΣΕ ὁ δήμαρχος: «Ὅσοτε οἱ συλλέκτες ἔγιναν πολλοὶ καὶ ἡ πόλις ἐπεκτάθηκε.» (824, 895, 1009, 931)
masthead (636, 8, 1568, 106)
story-author: ΚΟΥΡΤ (85, 1814, 124, 1825)
story-paragraph: Ἀπ' ἔξω, τὸ φεγγάρι φώτιζε τὸν δρόμο. Στὴν ἄκρη τῆς αὐλῆς στεκόντουσαν δύο ἄνδρες. Τοὺς ἀναγνώρισε ἀμέσως. Ἦταν οἱ ἴδιοι ποὺ τὸν εἶχαν ἐπισκεφθῆ πρὶν ἀπὸ ἕνα μῆνα. Τότε τοῦ εἶχαν ζητήσει νὰ ὑπογράψῃ ἕνα χαρτί. Ἐκεῖνος εἶχε ἀρνηθῆ. (8, 2037, 201, 2134)
radio-header: ΤΟ ΡΑΔΙΟΦΩΝΟ (1204, 1331, 1568, 1369)
crossword-cell (738, 1457, 758, 1483)
crossword-cell (801, 1534, 821, 1560)
grid-number: 6 (746, 1317, 753, 1327)
crossword-cell (758, 1381, 779, 1406)
anecdote-body (427, 769, 623, 877)
article-paragraph: ΕΝΑΣ ἀναγνώστης μου ὁποῖος καὶ ἐξήτασεν διὰ τὸ πάθος μὲ τὸ ὁποῖον γίνεται σημερινοί ἀνάγνωσις τούς σκύλους καὶ τὰς γάτας, ἐκείνων ποὺ ζοῦν καὶ μερικὰ τοῦ Ἑλλάδος. (8, 242, 420, 278)
lecture-body-2 (1204, 970, 1381, 1018)
paraskevopoulos-body (1391, 259, 1568, 295)
story-paragraph: Ἦταν ὡς ἐπὶ τὸ πλεῖστον ἤρεμος καὶ σιωπηλός. Τὰ λόγια του ἦταν λίγα καὶ μετρημένα. Κάθε φορὰ ποὺ μιλοῦσε, οἱ ἄλλοι σταματοῦσαν νὰ ἀκούσουν. Ἀπόψε ὅμως κάτι εἶχε ἀλλάξει μέσα του. Σηκώθηκε ἀπὸ τὴν καρέκλα καὶ πλησίασε τὸ παράθυρο. (8, 1950, 201, 2034)
moon-phase: ΝΕΑ ΣΕΛΗΝΗ (492, 58, 558, 68)
crossword-cell (632, 1509, 653, 1534)
grid-number: 9 (811, 1317, 818, 1327)
mail-heading: ΑΛΛΗΛΟΓΡΑΦΙΑ (8, 910, 97, 922)
story-paragraph: Ὁ μικρότερος ἔκανε ἕνα βῆμα μπροστά. «Δὲν καταλαβαίνεις, φίλε μου. Αὐτὴ τὴ φορὰ δὲν θὰ φύγουμε χωρὶς τὸ χαρτί». Ὁ ἄνθρωπος χαμογέλασε. Ἤξερε ὅτι εἶχε ἔρθει ἡ στιγμὴ ποὺ περίμενε. Ἡ ἐπανάστασις τῶν ἁπλῶν ἀνθρώπων εἶχε ἀρχίσει. (827, 2014, 997, 2109)
sakkos-text: Σήμερον τὴν 11.30 π.μ. εἰς τὴν αἴθουσαν τοῦ Πυρφορικοῦ θὰ ὁμιλήσῃ ὁ κ. Στ. Σάκκος. (1391, 314, 1568, 350)
crossword-cell (758, 1355, 779, 1381)
crossword-cell (695, 1534, 716, 1560)
radio-station: Βορείου Ἑλλάδος (1321, 1375, 1451, 1392)
politika-paragraph: ΡΑΦΕΙ ὑπερβολάκαικᾶς ὁ ἀρχηγὸς τῆς ΕΔΑ, ὅτι θὰ ἀποδείξει τὸν ἀγῶνα του. Αὐτὸς ὅμως δὲν ἔχει καμμίαν σημασίαν. (824, 791, 1009, 839)
crossword-cell (716, 1457, 737, 1483)
crossword-cell (779, 1457, 800, 1483)
crossword-cell (738, 1329, 758, 1355)
article-paragraph: Ἐν ἔτει ταύτῃ ἀπαρόλων οἱ μὲν Λαμισταί καὶ ἀσφαλεῖ οἱ Ἕλληνες ὅπως κατὰ τοῦ ἔργου τῆς πόλεως καὶ τῶν πολιτῶν ποὺ ἐπιβάλλουν τὴν δημιουργίαν ὁδῶν καὶ νέων ἔργων. (8, 578, 420, 613)
poem-line: κι' ὅταν φύγεις καὶ πάλι στὰ ξένα (πάλι), (427, 659, 619, 670)
aulaia-text: Ὁ θίασος τῆς Ἔλλης Λαμπέτη θὰ δώσῃ τὴν Κυριακὴν δύο παραστάσεις μὲ τὸ ἔργον «Ἡ κυρία μὲ τὰς καμέλιας». Αἱ παραστάσεις ἀρχίζουν εἰς τὰς 6.30 καὶ 9.30. (1204, 737, 1381, 797)
crossword-cell (716, 1483, 737, 1509)
daily-header: Ένα καθ' ημέραν (428, 882, 622, 907)
story-paragraph: Ἀπ' ἔξω, τὸ φεγγάρι φώτιζε τὸν δρόμο. Στὴν ἄκρη τῆς αὐλῆς στεκόντουσαν δύο ἄνδρες. Τοὺς ἀναγνώρισε ἀμέσως. Ἦταν οἱ ἴδιοι ποὺ τὸν εἶχαν ἐπισκεφθῆ πρὶν ἀπὸ ἕνα μῆνα. Τότε τοῦ εἶχαν ζητήσει νὰ ὑπογράψῃ ἕνα χαρτί. Ἐκεῖνος εἶχε ἀρνηθῆ. (418, 1902, 611, 1997)
crossword-cell (801, 1483, 821, 1509)
theatres-text: ΑΥΛΑΙΑ: Τηλ. 26-256 «Ἡ ἄλλη πόλις», Ἀπογευματινὴ 6.45, ἑσπερινὴ 9.45. ΒΑΣΙΛΙΚΟΝ: Τηλ. 70-000 «Ἡ νύφη τῆς Ἀνδριανούπολης». ΕΘΝΙΚΟΝ: Τηλ. 23-713 «Ἡ ἄγνωστος» Κύριος. ΚΡΥΣΤΑΛ: Τηλ. 24-830 «Ἡ ἀλεπού». ΘΕΑΤΡΟ ΚΗΠΟΥ: Τηλ. 22-400 «Ὁ κατάσκοπος». (1017, 202, 1196, 309)
solution-text: Ὁριζοντίως: 1) ΑΦΕΟ — 2) ΣΥΡΑ — 3) ΤΕΛΕΙΑΙ — 4) ΣΤΑΣΙΣ — 5) ΣΟΦΙΑ — 6) ΣΤΑΤΙΚΗ. Καθέτως: 1) ΑΡΝΑΟΥΤΙ — 2) ΟΥΝΑΙ — 3) ΝΕ ΣΙΔΗΡΕΝΙΑ — 4) ΕΥΖΩΝΑΣ — 5) ΣΤΙΓΑΙ. (630, 1632, 1009, 1667)
poem-line: καὶ σὰ νὰ τὸν ἔχεις μὲ σταμνιά τὸ βρυχαλό. (427, 467, 623, 490)
crossword-cell (653, 1509, 674, 1534)
grid-number: 7 (767, 1317, 774, 1327)
crossword-cell (738, 1483, 758, 1509)
vasilikon-body (1204, 538, 1381, 662)
daily-solution-label: Η ΛΥΣΙΣ ΤΟΥ ΧΘΕΣΙΝΟΥ (468, 968, 582, 979)
neighborhood-text: ΑΕΛΛΑ (Πολίχνη): «Στέλλα» καὶ «Ἡ ἀπαγωγὴ». ΑΡΙΩΝ (Καλαμαριᾶς): «Τὸ φως τοῦ ἥλιου». ΑΣΤΗΡ (Μενεμένη): «Δύσκολοι καιροί». ΒΙΟΛΕΤΤΑ (Εὔοσμος): «Ὁ κακὸς δρόμος». ΔΑΦΝΗ (Νεάπολις): «Ἡ ὁμάδα». ΕΛΚΕ (Σταυρούπολις): «Ὁ φύλακας». ΘΕΡΜΑΪΚΟΝ (Καλαμαριᾶς): «Τὸ τραγούδι». ΚΟΣΜΙΚΟΝ (Νεάπολις): «Ἡ πρόκλησις». ΠΑΡΘΕΝΩΝ (Ἀμπελόκηποι): «Τὰ παιδιὰ τῆς ἀγκαλιᾶς». (1017, 795, 1196, 950)
first-run-text: ΑΕΛΛΑ: Τηλ. 74-670 «Τὸ λευκὸ πλοῖο». ΑΛΕΞΑΝΔΡΟΣ: Τηλ. 73-950 «Οἱ ἥρωες τοῦ πολέμου». ΑΛΚΑΖΑΡ: Τηλ. 23-470 «Ἡ σκιά». ΑΠΟΛΛΩΝ: Τηλ. 24-527 «Ἡ μάχη τῶν Ἀρδεννῶν». ΔΙΟΝΥΣΙΑ: Τηλ. 70-323 «Σίνθυ». ΕΓΝΑΤΙΑ: Τηλ. 25-172 «Ὁ τελευταῖος Ἴνκας». ΕΛΛΗΣΠΟΝΤΟΣ: Τηλ. 25-836 «Τὸ νησὶ τῶν δελφινιῶν». ΗΛΥΣΙΑ: Τηλ. 27-002 «Ὁ γύρος τοῦ κόσμου». ΚΕΡΚΥΡΑ: Τηλ. 25-455 «Ἡ ἐπιστροφή». ΚΟΛΟΣΣΑΙΟΝ: Τηλ. 81-355 «Ἡ φυγή». ΟΛΥΜΠΙΟΝ: Τηλ. 73-677 «Ἀφροδίτη». ΠΑΛΛΑΣ: Τηλ. 21-500 «Τὰ κανόνια τοῦ Ναβαρόνε». ΡΙΟ: Τηλ. 37-623 «Οἱ ἐχθροί». (1017, 355, 1196, 559)
crossword-cell (632, 1355, 653, 1381)
crossword-cell (758, 1483, 779, 1509)
karagiozis-heading: Καραγκιόζης (1056, 1210, 1156, 1227)
crossword-cell (695, 1355, 716, 1381)
second-run-list (1017, 581, 1196, 773)
thessaloniki-header-text: Η ΘΕΣΣΑΛΟΝΙΚΗ ΚΑΙ Ο ΚΟΣΜΟΣ (52, 9, 375, 75)
crossword-grid (630, 1327, 823, 1562)
story-paragraph: Συνήθως ἀνάμεσα βράδυ, ὅταν τοῦ κάνει νὰ τοῦ φυσήξῃ, χὰρι κάνει τὸ προσκυνητήριον. Εἶχε γίνει καταστρώματα. Ἦταν ἡ τρίτη νύχτα ποὺ ξαγρυπνοῦσε στὸ μικρὸ σπίτι τῆς θάλασσας. Ἀκουγόταν ὁ ἦχος τῶν κυμάτων ποὺ ἔσπαζαν στὰ βράχια. Τὰ παιδιὰ κοιμόντουσαν στὸ ἄλλο δωμάτιο καὶ ἡ γυναῖκα του εἶχε φύγει γιὰ τὴν πόλη. (623, 1902, 816, 2022)
fiction-paragraph: Ἦταν βράδυ ὅταν ἔφτασε στὴν μικρὴ πόλη. Ὁ καιρὸς ἦταν κρύος καὶ ὁ ἄνεμος φυσοῦσε ἀπὸ τὸν βορρᾶ. Προχώρησε ἀργὰ πρὸς τὸ ξενοδοχεῖο, ὅπου τὸν περίμενε ἕνα μήνυμα ἀπὸ τὸν παλιό του σύντροφο. (1204, 2065, 1568, 2101)
program-a-heading: Α΄ ΠΡΟΓΡΑΜΜΑ (1248, 1396, 1337, 1407)
expo-koulis-heading: Τοῦ Στερ. Κοῦλῆ (1415, 475, 1543, 491)
karagiozis-text: Τὸ θέατρον σκιῶν τῆς πλατείας Ναυαρίνου παρουσιάζει σήμερον τὸ ἔργον «Ὁ Καραγκιόζης καὶ ὁ δράκος». (1017, 1228, 1196, 1275)
crossword-cell (758, 1509, 779, 1534)
politika-header: ΠΟΛΙΤΙΚΑ ΠΙΚΑΝΤΙΚΑ (630, 116, 1009, 161)
daily-body (427, 928, 623, 980)
crossword-cell (653, 1457, 674, 1483)
poem-line: Βγαίνει μὲ τὴ ματιά σου καὶ ἔρημη, τίποτα (μοιάζεις) (427, 544, 623, 567)
thymelion-heading: Εἰς τὴν «Θυμέλην» (1226, 192, 1358, 208)
poem-line: Μὰ λαχταρίδες τὸ χρυσὸ σου βλέμμα. (427, 608, 602, 618)
crossword-cell (675, 1406, 695, 1432)
puppet-text: Τὸ κουκλοθέατρον τῆς ΧΑΝΘ δίδει σήμερον παράστασιν εἰς τὰς 11.30 π.μ. μὲ τὸ ἔργον «Ὁ κοντορεβυθούλης». (1017, 1156, 1196, 1203)
crossword-cell (801, 1457, 821, 1483)
crossword-cell (779, 1381, 800, 1406)
truth-title: ΑΛΗΘΕΙΑ ΚΑΙ ΨΕΜΑ (460, 1031, 590, 1046)
phones-header: Τηλέφωνα (427, 1277, 623, 1301)
theamata-header: ΤΑ ΘΕΑΜΑΤΑ (1017, 116, 1196, 175)
article-paragraph: Ε ΓΡΑΦΗ χθὲς εἰς ἀθηναϊκὴν ἐφημερίδα: «Γιὰ νὰ δύναται κανεὶς πλήρως νὰ συνεκτιμήσῃ τὸ ζήτημα τῶν Βορείων Πανεπιστημίων, ἀρκεῖ νὰ γνωρίζῃ πόσοι φοιτηταὶ σπουδάζουν ἐκεῖ καὶ πόσοι εἰσέρχονται κάθε ἔτος». (8, 809, 420, 846)
politika-paragraph: Κατὰ τὰς ἡμέρας αὐτὰς ὁ κ. Παπανδρέου συνωμιλοῦσεν μὲ τοὺς ἐκλογεῖς καὶ ἀπεκάλυπτε ὅτι ἡ κυβέρνησις θὰ λάβῃ μέτρα διὰ τὴν ἀνάπτυξιν τῆς νήσου. (630, 255, 815, 315)
letters-intro (1391, 157, 1568, 240)
lecture-speaker: ΤΟΥ Σ. ΔΙΑΜΑΝΤΟΠΟΥΛΟΥ (1205, 832, 1380, 847)
poem-line: Ἀπ' τὴ μοναξιά μου θὰ πεθάνω. (427, 672, 571, 682)
crossword-cell (758, 1432, 779, 1457)
article-paragraph: Ο ΠΟΣ συμβαίνει, εἰ δῆλον καὶ σήμερον, συχνὰ διάφοροι σκύλοι διωκώμενοι ἀπὸ ζητωκραυγάς πολιτῶν. Ἀνεκάστοτε ἀπὸ ἡ Ἀλεξάνδρεια, τὰ ἐπίλοιπα ἐδάφη τοῦ λιμένος καὶ τὴν συνοικίαν τῶν ἐργατῶν ὅπου διαμένουν ἑκατοντάδες. (8, 402, 420, 438)
crossword-cell (695, 1483, 716, 1509)
separator-stars: * * * (186, 226, 241, 240)
politika-lower-right (824, 792, 1009, 1048)
fiction-paragraph: Τέσσερα χρόνια καὶ τέσσερα μήνες εἶχαν περάσει ἀπὸ τὴν ἡμέρα ποὺ ἀποφυλακίστηκε ὁ Σαμμ καὶ ξεκίνησε ἀπὸ τὸ παλιὸ λιμάνι γιὰ νὰ ἀρχίσῃ μίαν καινούργια ζωή. Ὁ κόσμος ἦταν ἄλλος καὶ οἱ φίλοι του εἶχαν σκορπίσει. (1204, 1814, 1568, 1861)
crossword-cell (738, 1406, 758, 1432)
crossword-cell (758, 1534, 779, 1560)
second-run-heading: Β΄ ΠΡΟΒΟΛΗΣ (1059, 563, 1153, 578)
crossword-cell (716, 1329, 737, 1355)
fiction-paragraph: Ἦταν βράδυ ὅταν ἔφτασε στὴν μικρὴ πόλη. Ὁ καιρὸς ἦταν κρύος καὶ ὁ ἄνεμος φυσοῦσε ἀπὸ τὸν βορρᾶ. Προχώρησε ἀργὰ πρὸς τὸ ξενοδοχεῖο, ὅπου τὸν περίμενε ἕνα μήνυμα ἀπὸ τὸν παλιό του σύντροφο. (1204, 1865, 1568, 1902)
thymelion-text: Μὲ ἐπιτυχίαν συνεχίζουν τὰς παραστάσεις των οἱ ἠθοποιοὶ τῆς «Θυμέλης». Σήμερον τελευταία παράστασις τῆς κωμῳδίας «Ὁ Παρασκευάς» τοῦ Α. Σακελλαρίου καὶ Χρ. Γιαννακοπούλου. Πρωταγωνιστοῦν οἱ Ἀννα Συνοδινοῦ καὶ Λάμπρος Κωνσταντάρας. (1204, 210, 1381, 317)
crossword-cell (801, 1355, 821, 1381)
expo-koulis-text: Ἐγκαινιάζεται σήμερον ἡ ἔκθεσις χαρακτικῆς τοῦ Στερ. Κοῦλῆ εἰς τὴν γκαλερί «Τέχνη». (1391, 492, 1568, 529)
date-note: Πρόλογ. Κυνηγούσης, Ἀρέθα (464, 88, 586, 97)
across-heading: ΟΡΙΖΟΝΤΙΩΣ: (833, 1317, 910, 1327)
article-paragraph: Ο ΠΟΣ συμβαίνει, εἰ δῆλον καὶ σήμερον, συχνὰ διάφοροι σκύλοι διωκώμενοι ἀπὸ ζητωκραυγάς πολιτῶν. Ἀνεκάστοτε ἀπὸ ἡ Ἀλεξάνδρεια, τὰ ἐπίλοιπα ἐδάφη τοῦ λιμένος καὶ τὴν συνοικίαν τῶν ἐργατῶν ὅπου διαμένουν ἑκατοντάδες. (8, 674, 420, 710)
vasilikon-text: Ὁ θίασος τῆς Ἔλλης Λαμπέτη θὰ δώσῃ τὴν Κυριακὴν δύο παραστάσεις μὲ τὸ ἔργον «Ἡ κυρία μὲ τὰς καμέλιας». Αἱ παραστάσεις ἀρχίζουν εἰς τὰς 6.30 καὶ 9.30. (1204, 537, 1381, 597)
crossword-cell (653, 1483, 674, 1509)
crossword-cell (675, 1329, 695, 1355)
spichos-header: Ο ΣΠΙΧΟΣ (427, 193, 623, 228)
poem-line: Πρὲ, δὲν εἶναι ἀγάπη κι' ὄψεις τὸ βραδάκι, (427, 620, 623, 644)
crossword-cell (716, 1381, 737, 1406)
letters-right (1391, 157, 1568, 1022)
crossword-cell (632, 1406, 653, 1432)
radio-right (1391, 1394, 1568, 1676)
date-number: 24 (515, 27, 535, 42)
army-theatre-heading: Εἰς τὸ στρατιωτικὸν (1220, 323, 1364, 340)
article-paragraph: Μ ΙΑ ἀληθινὴ ἐνδιαφέρουσα εἴδησις. Ἐνδιαφέρουσα γενικώτερον γιὰ τὴν μεγάλην εἰσροὴν τῶν Ἑλλήνων πρὸς τὰ Πανεπιστήμια τῆς Εὐρώπης. Ἀριθμὸς τῶν φοιτητῶν, ὁ ὁποῖος συνεχῶς αὐξάνεται. (8, 634, 420, 670)
article-paragraph: Ε 17, τὸν τουρισμὸν Μακεδονίας θὰ συγκροτηθῆ τὴν Τρίτην σύσκεψις κατὰ τὴν ὁποίαν θὰ ἐξετασθῆ τὸ θέμα τῆς ἐκτελέσεως τῶν ἔργων εἰς τὴν περιοχὴν τοῦ Πηλίου. Θὰ ληφθοῦν δὲ μέτρα τῆς σύσκεψιν οἱ πρεξευτοῦντες τῶν ἁρμοδίων ὑπηρεσιῶν, ἐκπρόσωποι τῶν μελετητικῶν καὶ τεχνικῶν τμημάτων καὶ οἱ τοπικοὶ παράγοντες. (8, 83, 420, 142)
story-paragraph: Ἦταν ὡς ἐπὶ τὸ πλεῖστον ἤρεμος καὶ σιωπηλός. Τὰ λόγια του ἦταν λίγα καὶ μετρημένα. Κάθε φορὰ ποὺ μιλοῦσε, οἱ ἄλλοι σταματοῦσαν νὰ ἀκούσουν. Ἀπόψε ὅμως κάτι εἶχε ἀλλάξει μέσα του. Σηκώθηκε ἀπὸ τὴν καρέκλα καὶ πλησίασε τὸ παράθυρο. (418, 1814, 611, 1898)
masthead-title: ΜΑΚΕΔΟΝΙΚΑ ημερονύκτια (636, 24, 1568, 91)
article-paragraph: Μ ΙΑ ἀληθινὴ ἐνδιαφέρουσα εἴδησις. Ἐνδιαφέρουσα γενικώτερον γιὰ τὴν μεγάλην εἰσροὴν τῶν Ἑλλήνων πρὸς τὰ Πανεπιστήμια τῆς Εὐρώπης. Ἀριθμὸς τῶν φοιτητῶν, ὁ ὁποῖος συνεχῶς αὐξάνεται. (8, 850, 420, 885)
crossword-cell (632, 1457, 653, 1483)
expo-techni-heading: Εἰς τὴν «Τέχνην» (1412, 535, 1546, 551)
sakkos-body (1391, 314, 1568, 351)
crossword-cell (758, 1457, 779, 1483)
crossword-cell (758, 1406, 779, 1432)
thessaloniki-header (8, 8, 420, 77)
down-heading: ΚΑΘΕΤΩΣ: (630, 1568, 690, 1579)
crossword-cell (716, 1509, 737, 1534)
